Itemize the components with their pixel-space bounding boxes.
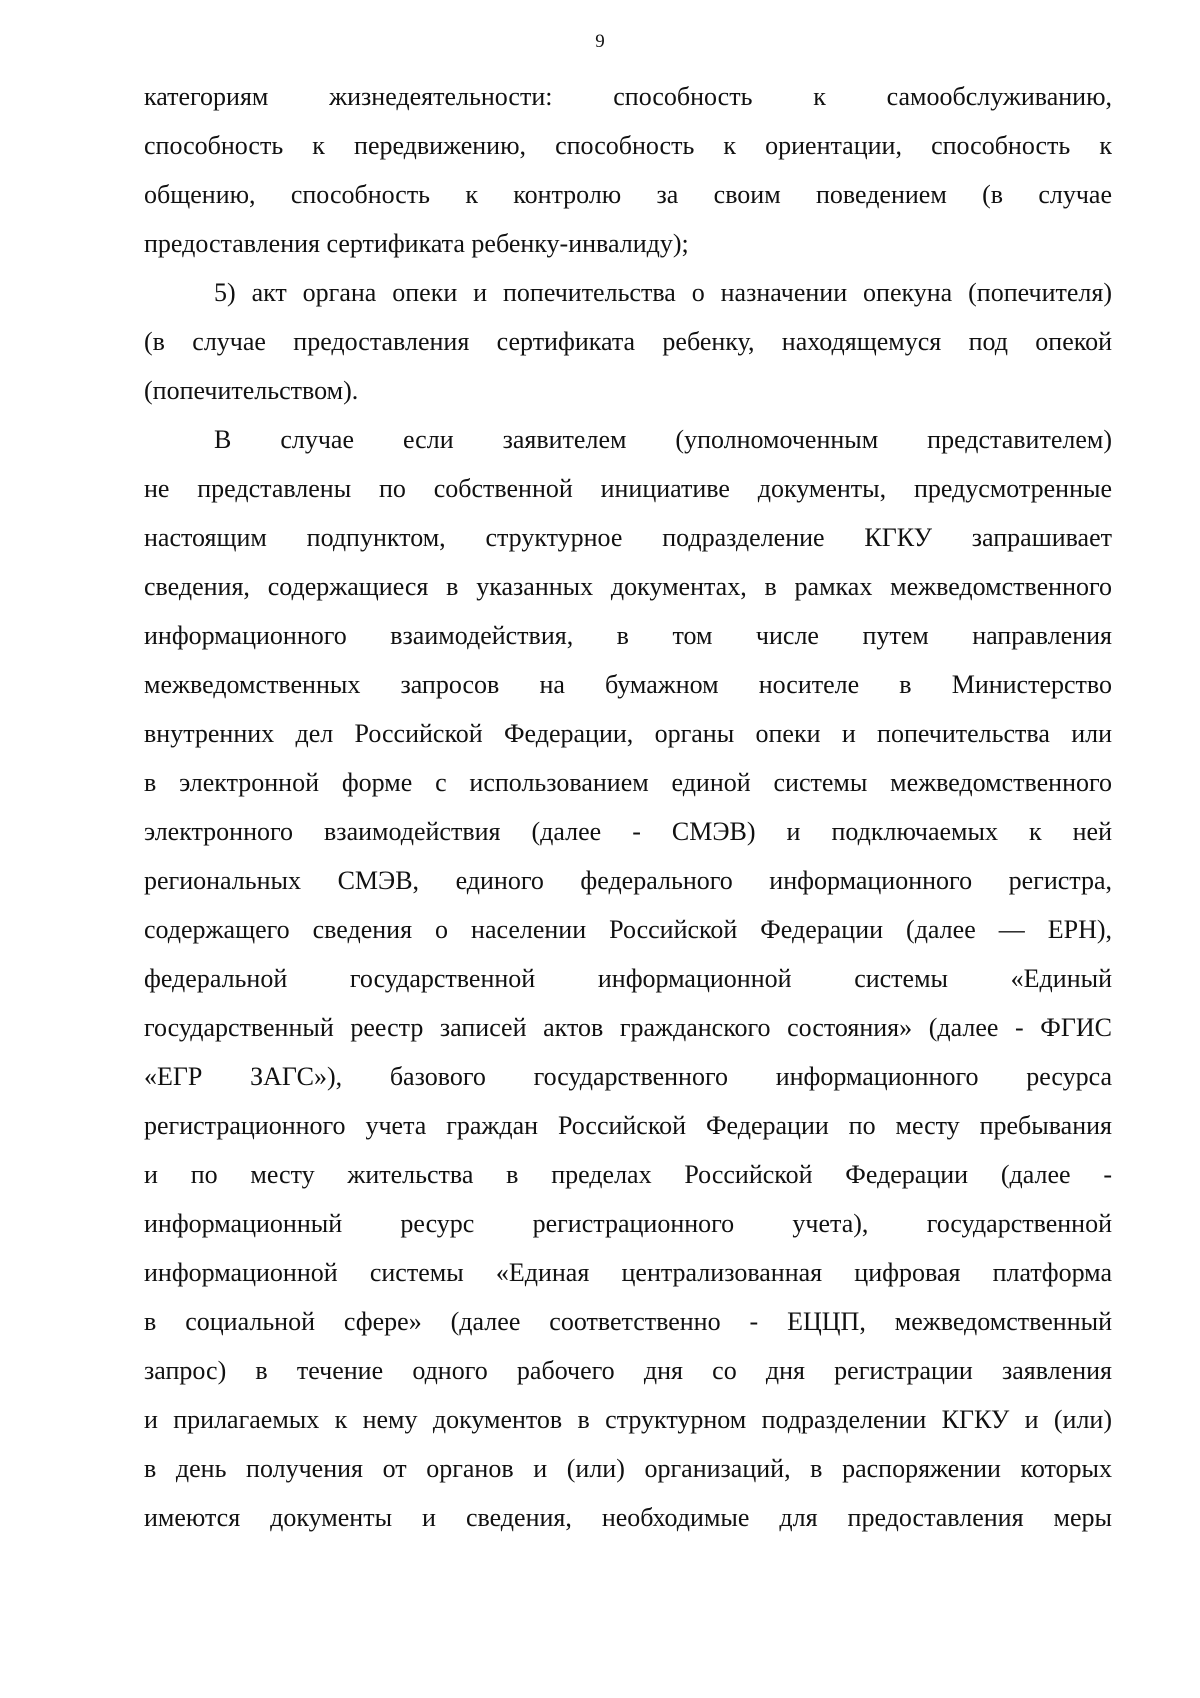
text-line: государственный реестр записей актов гражданского состояния» (далее - ФГИС [144, 1013, 1112, 1042]
text-line: и прилагаемых к нему документов в структурном подразделении КГКУ и (или) [144, 1405, 1112, 1434]
text-line: предоставления сертификата ребенку-инвалиду); [144, 229, 689, 258]
text-line: запрос) в течение одного рабочего дня со дня регистрации заявления [144, 1356, 1112, 1385]
text-line: способность к передвижению, способность к ориентации, способность к [144, 131, 1112, 160]
text-line: общению, способность к контролю за своим поведением (в случае [144, 180, 1112, 209]
text-line: имеются документы и сведения, необходимые для предоставления меры [144, 1503, 1112, 1532]
text-line: категориям жизнедеятельности: способность к самообслуживанию, [144, 82, 1112, 111]
text-line: «ЕГР ЗАГС»), базового государственного информационного ресурса [144, 1062, 1112, 1091]
text-line: 5) акт органа опеки и попечительства о назначении опекуна (попечителя) [214, 278, 1112, 307]
text-line: и по месту жительства в пределах Российской Федерации (далее - [144, 1160, 1112, 1189]
text-line: информационный ресурс регистрационного учета), государственной [144, 1209, 1112, 1238]
text-line: В случае если заявителем (уполномоченным представителем) [214, 425, 1112, 454]
text-line: (попечительством). [144, 376, 359, 405]
text-line: внутренних дел Российской Федерации, органы опеки и попечительства или [144, 719, 1112, 748]
text-line: федеральной государственной информационной системы «Единый [144, 964, 1112, 993]
text-line: информационной системы «Единая централизованная цифровая платформа [144, 1258, 1112, 1287]
document-body [144, 72, 1112, 1542]
text-line: региональных СМЭВ, единого федерального информационного регистра, [144, 866, 1112, 895]
text-line: межведомственных запросов на бумажном носителе в Министерство [144, 670, 1112, 699]
text-line: электронного взаимодействия (далее - СМЭВ) и подключаемых к ней [144, 817, 1112, 846]
text-line: настоящим подпунктом, структурное подразделение КГКУ запрашивает [144, 523, 1112, 552]
text-line: в социальной сфере» (далее соответственно - ЕЦЦП, межведомственный [144, 1307, 1112, 1336]
text-line: сведения, содержащиеся в указанных документах, в рамках межведомственного [144, 572, 1112, 601]
text-line: в электронной форме с использованием единой системы межведомственного [144, 768, 1112, 797]
text-line: в день получения от органов и (или) организаций, в распоряжении которых [144, 1454, 1112, 1483]
text-line: содержащего сведения о населении Российской Федерации (далее — ЕРН), [144, 915, 1112, 944]
page-number: 9 [595, 31, 605, 52]
text-line: регистрационного учета граждан Российской Федерации по месту пребывания [144, 1111, 1112, 1140]
text-line: информационного взаимодействия, в том числе путем направления [144, 621, 1112, 650]
text-line: (в случае предоставления сертификата ребенку, находящемуся под опекой [144, 327, 1112, 356]
text-line: не представлены по собственной инициативе документы, предусмотренные [144, 474, 1112, 503]
